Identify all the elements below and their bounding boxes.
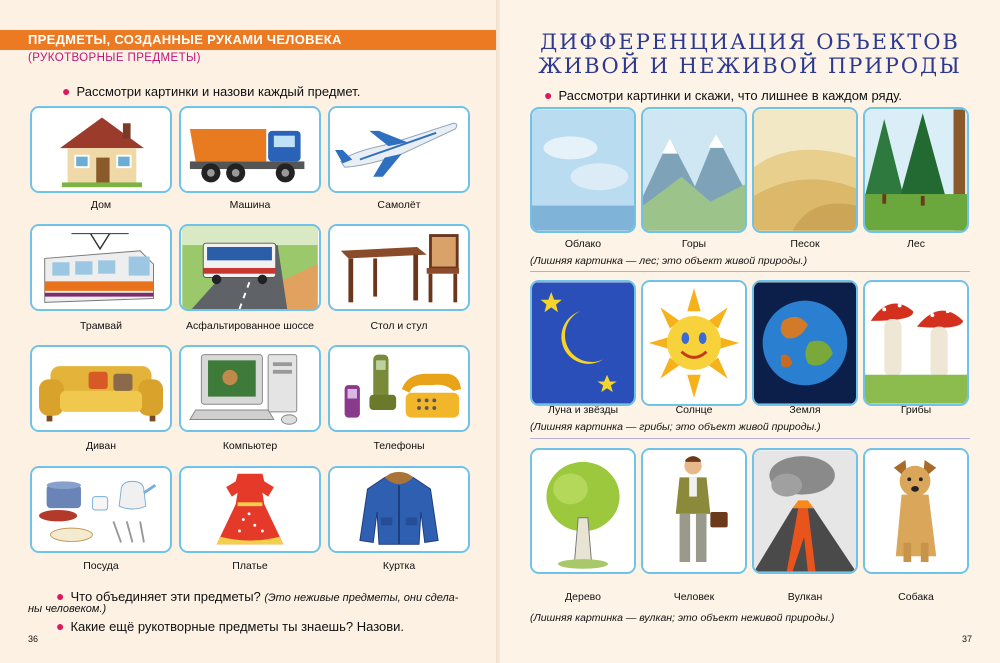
volcano-icon (754, 450, 856, 572)
caption-jacket: Куртка (382, 560, 416, 572)
sun-icon (643, 282, 745, 404)
bullet-icon: ● (544, 87, 553, 103)
caption-truck: Машина (229, 199, 271, 211)
man-icon (643, 450, 745, 572)
card-highway (179, 224, 321, 311)
card-sun (641, 280, 747, 406)
card-sofa (30, 345, 172, 432)
card-tree (530, 448, 636, 574)
card-man (641, 448, 747, 574)
right-instruction: ● Рассмотри картинки и скажи, что лишнее в каждом ряду. (544, 87, 902, 103)
bullet-icon: ● (56, 588, 65, 604)
house-icon (32, 108, 170, 191)
caption-sun: Солнце (675, 404, 713, 416)
left-page-title: ПРЕДМЕТЫ, СОЗДАННЫЕ РУКАМИ ЧЕЛОВЕКА (28, 32, 342, 47)
caption-mushrooms: Грибы (900, 404, 932, 416)
caption-tree: Дерево (565, 591, 601, 603)
tree-icon (532, 450, 634, 572)
left-page-subtitle: (РУКОТВОРНЫЕ ПРЕДМЕТЫ) (28, 52, 201, 64)
caption-sand: Песок (790, 238, 820, 250)
card-sand (752, 107, 858, 233)
dishes-icon (32, 468, 170, 551)
row1-answer: (Лишняя картинка — лес; это объект живой природы.) (530, 255, 808, 267)
mountains-icon (643, 109, 745, 231)
right-page (500, 0, 1000, 663)
sofa-icon (32, 347, 170, 430)
card-mountains (641, 107, 747, 233)
answer-continuation: ны человеком.) (28, 603, 107, 615)
caption-sofa: Диван (85, 440, 117, 452)
caption-moon: Луна и звёзды (547, 404, 619, 416)
card-truck (179, 106, 321, 193)
moon-stars-icon (532, 282, 634, 404)
row3-answer: (Лишняя картинка — вулкан; это объект неживой природы.) (530, 612, 835, 624)
caption-house: Дом (90, 199, 112, 211)
answer-what-unites: (Это неживые предметы, они сдела- (264, 592, 459, 604)
caption-highway: Асфальтированное шоссе (186, 320, 314, 332)
caption-telephones: Телефоны (373, 440, 425, 452)
highway-bus-icon (181, 226, 319, 309)
card-volcano (752, 448, 858, 574)
sand-dunes-icon (754, 109, 856, 231)
tram-icon (32, 226, 170, 309)
card-airplane (328, 106, 470, 193)
forest-icon (865, 109, 967, 231)
caption-mountains: Горы (681, 238, 707, 250)
computer-icon (181, 347, 319, 430)
caption-cloud: Облако (564, 238, 602, 250)
caption-dishes: Посуда (83, 560, 119, 572)
caption-man: Человек (673, 591, 715, 603)
card-moon (530, 280, 636, 406)
right-title-line2: ЖИВОЙ И НЕЖИВОЙ ПРИРОДЫ (538, 54, 962, 78)
page-number-left: 36 (28, 634, 39, 644)
earth-icon (754, 282, 856, 404)
card-house (30, 106, 172, 193)
card-computer (179, 345, 321, 432)
dress-icon (181, 468, 319, 551)
jacket-icon (330, 468, 468, 551)
card-mushrooms (863, 280, 969, 406)
table-chair-icon (330, 226, 468, 309)
card-tram (30, 224, 172, 311)
dump-truck-icon (181, 108, 319, 191)
caption-tram: Трамвай (80, 320, 122, 332)
row2-answer: (Лишняя картинка — грибы; это объект живой природы.) (530, 421, 821, 433)
bullet-icon: ● (62, 83, 71, 99)
question-what-unites: ● Что объединяет эти предметы? (Это неживые предметы, они сдела- (56, 588, 459, 604)
card-table-chair (328, 224, 470, 311)
left-instruction: ● Рассмотри картинки и назови каждый предмет. (62, 83, 361, 99)
caption-dog: Собака (898, 591, 934, 603)
telephones-icon (330, 347, 468, 430)
caption-forest: Лес (907, 238, 925, 250)
card-forest (863, 107, 969, 233)
cloud-sky-icon (532, 109, 634, 231)
caption-dress: Платье (232, 560, 268, 572)
page-number-right: 37 (962, 634, 973, 644)
card-earth (752, 280, 858, 406)
caption-volcano: Вулкан (787, 591, 823, 603)
card-jacket (328, 466, 470, 553)
row-divider (530, 271, 970, 272)
caption-computer: Компьютер (222, 440, 278, 452)
right-title-line1: ДИФФЕРЕНЦИАЦИЯ ОБЪЕКТОВ (540, 30, 960, 54)
card-telephones (328, 345, 470, 432)
card-dress (179, 466, 321, 553)
card-cloud (530, 107, 636, 233)
caption-table-chair: Стол и стул (370, 320, 428, 332)
caption-airplane: Самолёт (377, 199, 421, 211)
mushrooms-icon (865, 282, 967, 404)
row-divider (530, 438, 970, 439)
airplane-icon (330, 108, 468, 191)
dog-icon (865, 450, 967, 572)
bullet-icon: ● (56, 618, 65, 634)
card-dishes (30, 466, 172, 553)
question-other-objects: ● Какие ещё рукотворные предметы ты знаешь? Назови. (56, 618, 405, 634)
card-dog (863, 448, 969, 574)
caption-earth: Земля (789, 404, 821, 416)
